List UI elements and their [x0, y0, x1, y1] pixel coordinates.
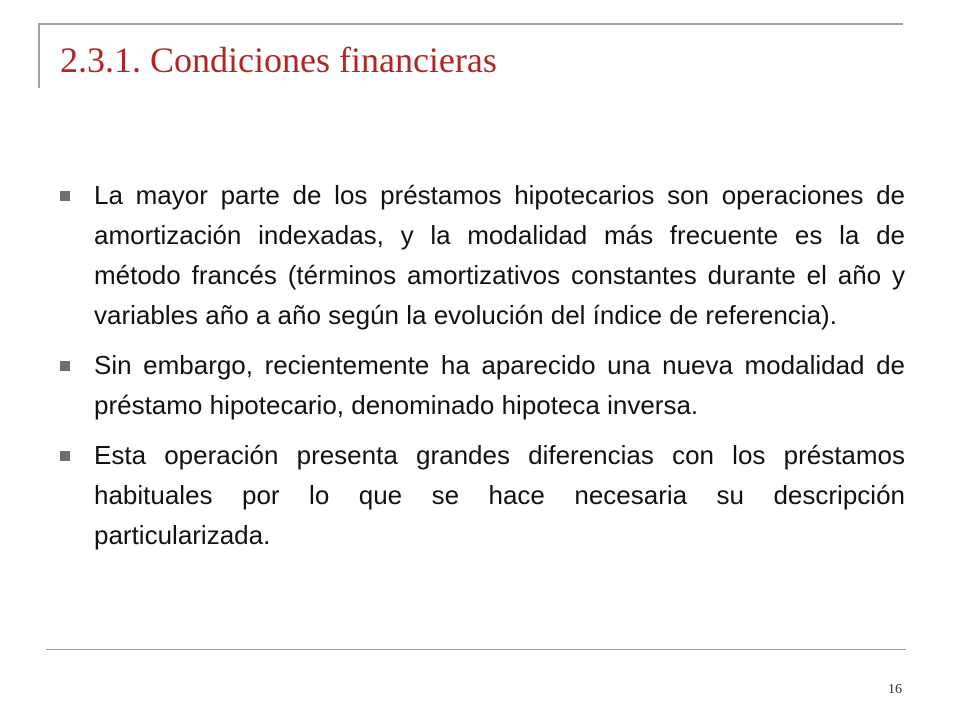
- bullet-text: La mayor parte de los préstamos hipotecarios son operaciones de amortización indexadas, y la modalidad más frecuente es la de método francés (términos amortizativos constantes durante el año y variables año a año según la evolución del índice de referencia).: [94, 180, 905, 330]
- square-bullet-icon: [60, 451, 70, 461]
- bullet-item: [60, 345, 905, 425]
- bullet-item: [60, 435, 905, 555]
- bullet-text: Esta operación presenta grandes diferencias con los préstamos habituales por lo que se hace necesaria su descripción particularizada.: [94, 440, 905, 550]
- title-top-rule: [40, 23, 903, 25]
- slide-title: 2.3.1. Condiciones financieras: [60, 40, 497, 80]
- bullet-text: Sin embargo, recientemente ha aparecido una nueva modalidad de préstamo hipotecario, denominado hipoteca inversa.: [94, 350, 905, 420]
- square-bullet-icon: [60, 191, 70, 201]
- bullet-item: [60, 175, 905, 335]
- bullet-list: [60, 175, 905, 565]
- square-bullet-icon: [60, 361, 70, 371]
- footer-rule: [46, 649, 906, 650]
- page-number: 16: [888, 682, 902, 697]
- title-left-rule: [38, 23, 40, 88]
